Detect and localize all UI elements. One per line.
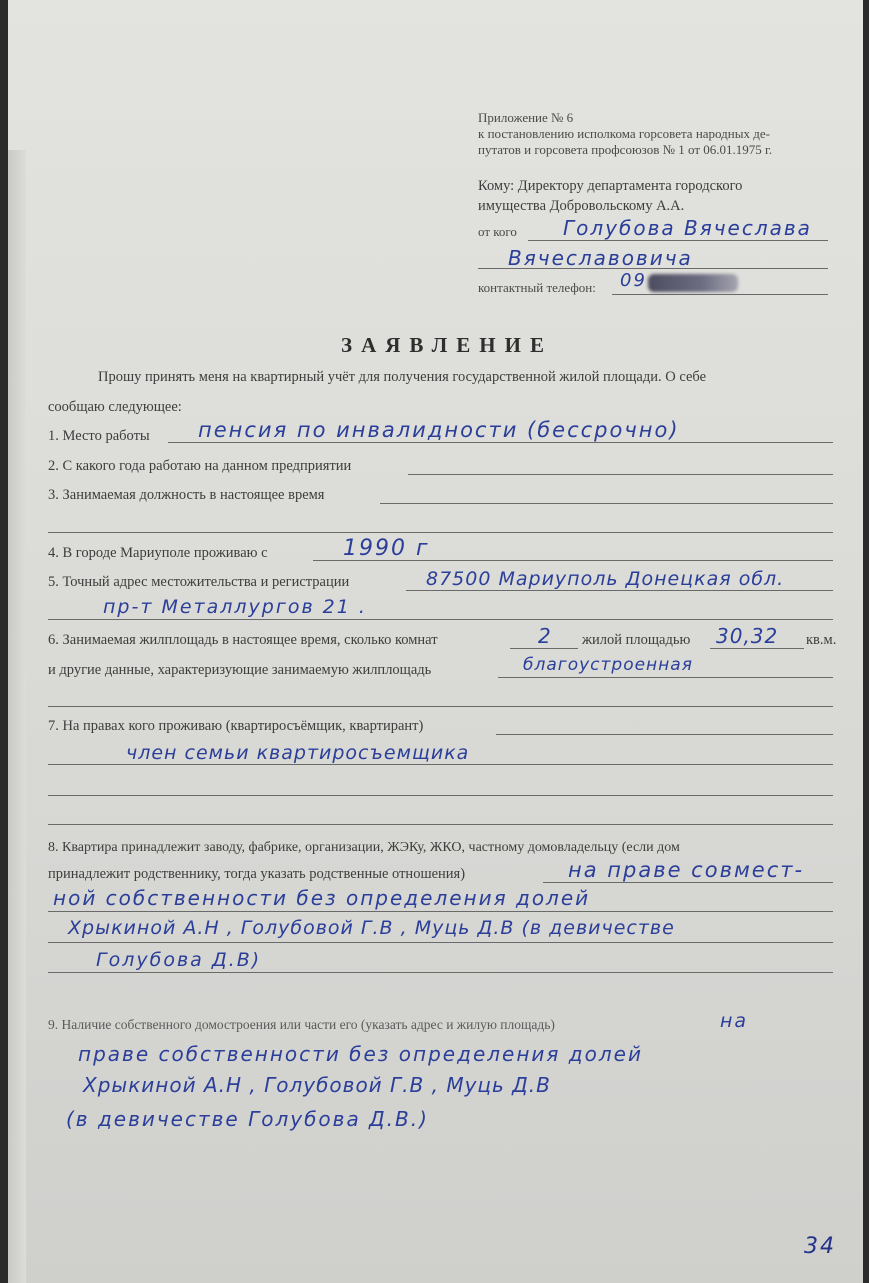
item-2-label: 2. С какого года работаю на данном предприятии xyxy=(48,458,352,474)
from-label: от кого xyxy=(478,224,517,239)
item-8-line-2 xyxy=(48,911,833,912)
from-handwritten-1: Голубова Вячеслава xyxy=(563,216,812,240)
item-3-line-2 xyxy=(48,532,833,533)
item-8-line xyxy=(543,882,833,883)
item-5-line xyxy=(406,590,833,591)
item-5-line-2 xyxy=(48,619,833,620)
item-8-line-3 xyxy=(48,942,833,943)
item-7-line xyxy=(496,734,833,735)
addressee-line-1: Кому: Директору департамента городского xyxy=(478,178,743,194)
phone-label: контактный телефон: xyxy=(478,280,596,295)
item-6-label-b: жилой площадью xyxy=(582,632,691,648)
item-8-label-1: 8. Квартира принадлежит заводу, фабрике, организации, ЖЭКу, ЖКО, частному домовладельцу (если дом xyxy=(48,840,680,855)
item-8-handwritten-2: ной собственности без определения долей xyxy=(53,886,591,910)
item-7-label: 7. На правах кого проживаю (квартиросъёмщик, квартирант) xyxy=(48,718,424,734)
item-2-line xyxy=(408,474,833,475)
item-9-handwritten-2: праве собственности без определения долей xyxy=(78,1042,643,1066)
intro-line-2: сообщаю следующее: xyxy=(48,399,182,415)
intro-line-1: Прошу принять меня на квартирный учёт для получения государственной жилой площади. О себе xyxy=(98,369,707,385)
item-6-handwritten: благоустроенная xyxy=(523,655,693,675)
from-handwritten-2: Вячеславовича xyxy=(508,246,693,270)
item-7-handwritten: член семьи квартиросъемщика xyxy=(126,742,470,764)
item-1-line xyxy=(168,442,833,443)
phone-handwritten: 09 xyxy=(620,270,647,291)
resolution-line-1: к постановлению исполкома горсовета народных де- xyxy=(478,126,770,141)
item-3-line xyxy=(380,503,833,504)
item-1-handwritten: пенсия по инвалидности (бессрочно) xyxy=(198,418,680,442)
item-6-area-line xyxy=(710,648,804,649)
item-9-handwritten-1: на xyxy=(720,1010,749,1032)
item-6-area-handwritten: 30,32 xyxy=(716,624,779,648)
item-7-line-3 xyxy=(48,795,833,796)
document-title: ЗАЯВЛЕНИЕ xyxy=(341,333,553,357)
page-fold xyxy=(8,150,26,1283)
item-8-handwritten-4: Голубова Д.В) xyxy=(96,949,262,971)
item-4-handwritten: 1990 г xyxy=(343,536,430,561)
item-5-handwritten-2: пр-т Металлургов 21 . xyxy=(103,596,367,618)
resolution-line-2: путатов и горсовета профсоюзов № 1 от 06.01.1975 г. xyxy=(478,142,773,157)
item-9-handwritten-3: Хрыкиной А.Н , Голубовой Г.В , Муць Д.В xyxy=(83,1073,551,1097)
item-6-rooms-handwritten: 2 xyxy=(538,624,553,648)
item-5-label: 5. Точный адрес местожительства и регистрации xyxy=(48,574,350,590)
phone-line xyxy=(612,294,828,295)
item-1-label: 1. Место работы xyxy=(48,428,150,444)
addressee-line-2: имущества Добровольскому А.А. xyxy=(478,198,685,214)
item-6-label-c: кв.м. xyxy=(806,632,837,648)
item-9-label: 9. Наличие собственного домостроения или части его (указать адрес и жилую площадь) xyxy=(48,1017,555,1032)
item-5-handwritten-1: 87500 Мариуполь Донецкая обл. xyxy=(426,568,785,590)
phone-redaction xyxy=(648,274,738,292)
from-line-1 xyxy=(528,240,828,241)
item-6-label-d: и другие данные, характеризующие занимаемую жилплощадь xyxy=(48,662,432,678)
item-8-label-2: принадлежит родственнику, тогда указать родственные отношения) xyxy=(48,866,466,882)
document-page xyxy=(8,0,863,1283)
item-4-label: 4. В городе Мариуполе проживаю с xyxy=(48,545,268,561)
item-7-line-2 xyxy=(48,764,833,765)
item-6-rooms-line xyxy=(510,648,578,649)
item-8-handwritten-3: Хрыкиной А.Н , Голубовой Г.В , Муць Д.В (в девичестве xyxy=(68,917,675,939)
page-number: 34 xyxy=(804,1234,836,1259)
item-6-line-2 xyxy=(48,706,833,707)
item-6-line xyxy=(498,677,833,678)
item-8-handwritten-1: на праве совмест- xyxy=(568,858,805,882)
item-3-label: 3. Занимаемая должность в настоящее время xyxy=(48,487,325,503)
appendix-label: Приложение № 6 xyxy=(478,110,574,125)
item-7-line-4 xyxy=(48,824,833,825)
item-6-label-a: 6. Занимаемая жилплощадь в настоящее время, сколько комнат xyxy=(48,632,438,648)
item-8-line-4 xyxy=(48,972,833,973)
item-9-handwritten-4: (в девичестве Голубова Д.В.) xyxy=(66,1107,429,1131)
